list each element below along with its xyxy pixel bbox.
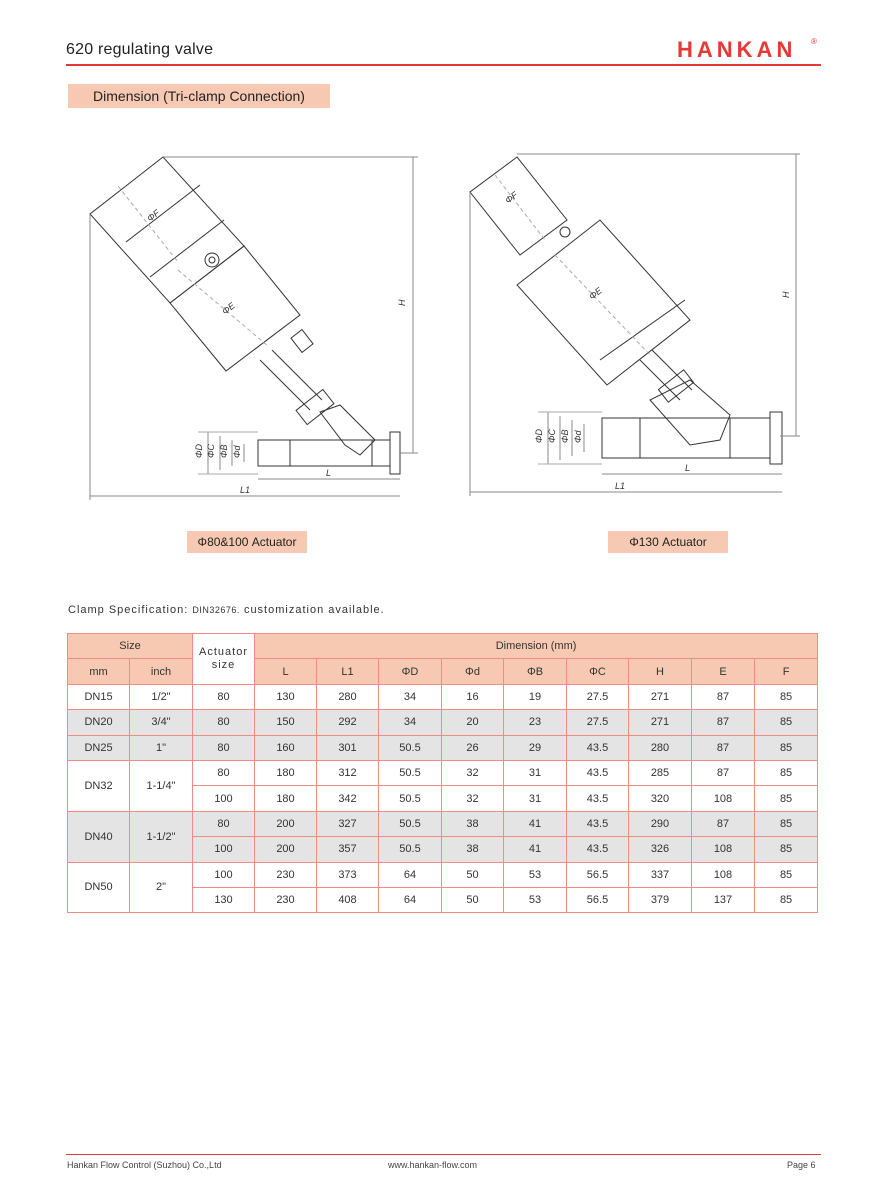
dimension-table	[67, 633, 818, 913]
dimension-cell: 38	[442, 811, 504, 836]
dimension-cell: 43.5	[567, 786, 629, 811]
actuator-cell: 80	[193, 735, 255, 760]
dimension-cell: 230	[255, 862, 317, 887]
size-inch-cell: 2"	[130, 862, 193, 913]
label-phiB-left: ΦB	[219, 444, 229, 458]
dimension-cell: 32	[442, 786, 504, 811]
dim-col-header: F	[755, 659, 818, 684]
registered-mark: ®	[811, 37, 817, 46]
dimension-cell: 85	[755, 710, 818, 735]
dimension-cell: 50.5	[379, 786, 442, 811]
label-phiC-right: ΦC	[547, 428, 557, 443]
label-phid-right: Φd	[573, 430, 583, 443]
dimension-cell: 85	[755, 837, 818, 862]
dimension-cell: 43.5	[567, 735, 629, 760]
table-row	[68, 811, 818, 836]
dimension-cell: 87	[692, 735, 755, 760]
dimension-cell: 408	[317, 887, 379, 912]
header-divider	[66, 64, 821, 66]
size-header: Size	[68, 634, 193, 659]
dimension-cell: 41	[504, 811, 567, 836]
dim-col-header: L	[255, 659, 317, 684]
dim-col-header: Φd	[442, 659, 504, 684]
dimension-cell: 285	[629, 760, 692, 785]
dimension-cell: 160	[255, 735, 317, 760]
dimension-cell: 357	[317, 837, 379, 862]
dimension-cell: 34	[379, 684, 442, 709]
dimension-cell: 108	[692, 837, 755, 862]
dimension-cell: 337	[629, 862, 692, 887]
dimension-cell: 180	[255, 786, 317, 811]
actuator-cell: 80	[193, 684, 255, 709]
dimension-cell: 271	[629, 710, 692, 735]
label-phiD-right: ΦD	[534, 428, 544, 443]
dimension-cell: 50.5	[379, 811, 442, 836]
dimension-cell: 16	[442, 684, 504, 709]
caption-small-actuator: Φ80&100 Actuator	[187, 531, 307, 553]
size-mm-cell: DN20	[68, 710, 130, 735]
label-L-left: L	[326, 468, 332, 478]
dimension-cell: 108	[692, 786, 755, 811]
label-phiE-left: ΦE	[220, 300, 237, 317]
label-phiF-right: ΦF	[503, 189, 520, 206]
dimension-cell: 64	[379, 887, 442, 912]
actuator-cell: 80	[193, 760, 255, 785]
actuator-cell: 100	[193, 786, 255, 811]
hankan-logo	[677, 36, 822, 67]
dimension-cell: 87	[692, 710, 755, 735]
dimension-cell: 85	[755, 684, 818, 709]
dimension-cell: 320	[629, 786, 692, 811]
table-row	[68, 684, 818, 709]
dimension-cell: 373	[317, 862, 379, 887]
caption-large-actuator: Φ130 Actuator	[608, 531, 728, 553]
actuator-cell: 100	[193, 862, 255, 887]
dimension-cell: 312	[317, 760, 379, 785]
dimension-cell: 130	[255, 684, 317, 709]
dimension-cell: 85	[755, 735, 818, 760]
dimension-cell: 27.5	[567, 710, 629, 735]
size-mm-cell: DN32	[68, 760, 130, 811]
dimension-cell: 326	[629, 837, 692, 862]
label-L-right: L	[685, 463, 691, 473]
dimension-cell: 53	[504, 887, 567, 912]
page-number: Page 6	[787, 1160, 816, 1170]
clamp-spec-note: customization available.	[243, 604, 385, 616]
size-inch-cell: 3/4"	[130, 710, 193, 735]
dimension-cell: 108	[692, 862, 755, 887]
drawing-small-actuator	[90, 157, 418, 500]
label-phid-left: Φd	[232, 445, 242, 458]
dimension-cell: 379	[629, 887, 692, 912]
dimension-cell: 29	[504, 735, 567, 760]
dimension-cell: 342	[317, 786, 379, 811]
dimension-cell: 27.5	[567, 684, 629, 709]
actuator-main-body	[517, 220, 690, 385]
dimension-header: Dimension (mm)	[255, 634, 818, 659]
clamp-spec-label: Clamp Specification:	[68, 604, 189, 616]
inch-header: inch	[130, 659, 193, 684]
dimension-cell: 43.5	[567, 837, 629, 862]
dimension-cell: 150	[255, 710, 317, 735]
dimension-cell: 290	[629, 811, 692, 836]
table-row	[68, 760, 818, 785]
table-header-row	[68, 634, 818, 659]
dim-col-header: ΦB	[504, 659, 567, 684]
label-H-left: H	[397, 299, 407, 306]
logo-wordmark: HANKAN	[677, 37, 797, 62]
label-phiF-left: ΦF	[145, 207, 162, 224]
label-phiC-left: ΦC	[206, 443, 216, 458]
dimension-cell: 50	[442, 887, 504, 912]
dimension-cell: 56.5	[567, 862, 629, 887]
dimension-drawings	[0, 120, 885, 510]
dimension-cell: 137	[692, 887, 755, 912]
dimension-cell: 87	[692, 811, 755, 836]
clamp-specification	[68, 604, 385, 616]
dimension-cell: 87	[692, 684, 755, 709]
dimension-cell: 200	[255, 811, 317, 836]
drawing-large-actuator	[470, 154, 800, 496]
dim-col-header: ΦD	[379, 659, 442, 684]
table-subheader-row	[68, 659, 818, 684]
dimension-cell: 34	[379, 710, 442, 735]
size-mm-cell: DN50	[68, 862, 130, 913]
dimension-cell: 20	[442, 710, 504, 735]
dimension-cell: 85	[755, 760, 818, 785]
dimension-cell: 43.5	[567, 760, 629, 785]
dimension-cell: 301	[317, 735, 379, 760]
dimension-cell: 19	[504, 684, 567, 709]
footer-divider	[66, 1154, 821, 1155]
size-mm-cell: DN40	[68, 811, 130, 862]
dimension-cell: 31	[504, 760, 567, 785]
label-phiE-right: ΦE	[587, 285, 604, 302]
dimension-cell: 200	[255, 837, 317, 862]
actuator-upper-body	[90, 157, 244, 303]
actuator-cell: 80	[193, 811, 255, 836]
dimension-cell: 53	[504, 862, 567, 887]
dimension-cell: 50	[442, 862, 504, 887]
table-row	[68, 710, 818, 735]
size-inch-cell: 1-1/4"	[130, 760, 193, 811]
dimension-cell: 23	[504, 710, 567, 735]
dim-col-header: ΦC	[567, 659, 629, 684]
label-phiD-left: ΦD	[194, 443, 204, 458]
dimension-cell: 271	[629, 684, 692, 709]
dimension-cell: 56.5	[567, 887, 629, 912]
dim-col-header: H	[629, 659, 692, 684]
dimension-cell: 85	[755, 786, 818, 811]
dimension-cell: 43.5	[567, 811, 629, 836]
actuator-cell: 100	[193, 837, 255, 862]
dim-col-header: E	[692, 659, 755, 684]
label-H-right: H	[781, 291, 791, 298]
document-title: 620 regulating valve	[66, 41, 214, 58]
dimension-cell: 327	[317, 811, 379, 836]
dimension-cell: 50.5	[379, 735, 442, 760]
dimension-cell: 38	[442, 837, 504, 862]
dimension-cell: 87	[692, 760, 755, 785]
dimension-cell: 85	[755, 811, 818, 836]
label-L1-right: L1	[615, 481, 626, 491]
dimension-cell: 280	[629, 735, 692, 760]
size-mm-cell: DN15	[68, 684, 130, 709]
dimension-cell: 180	[255, 760, 317, 785]
size-inch-cell: 1-1/2"	[130, 811, 193, 862]
dimension-cell: 85	[755, 887, 818, 912]
dimension-cell: 85	[755, 862, 818, 887]
dimension-cell: 41	[504, 837, 567, 862]
footer-company: Hankan Flow Control (Suzhou) Co.,Ltd	[67, 1160, 222, 1170]
size-mm-cell: DN25	[68, 735, 130, 760]
dimension-cell: 64	[379, 862, 442, 887]
label-L1-left: L1	[240, 485, 251, 495]
table-row	[68, 735, 818, 760]
dim-col-header: L1	[317, 659, 379, 684]
actuator-cell: 80	[193, 710, 255, 735]
mm-header: mm	[68, 659, 130, 684]
dimension-cell: 26	[442, 735, 504, 760]
dimension-cell: 31	[504, 786, 567, 811]
dimension-cell: 32	[442, 760, 504, 785]
table-row	[68, 862, 818, 887]
dimension-cell: 50.5	[379, 837, 442, 862]
dimension-cell: 280	[317, 684, 379, 709]
size-inch-cell: 1"	[130, 735, 193, 760]
section-heading: Dimension (Tri-clamp Connection)	[68, 84, 330, 108]
dimension-cell: 292	[317, 710, 379, 735]
dimension-cell: 50.5	[379, 760, 442, 785]
actuator-cell: 130	[193, 887, 255, 912]
actuator-header: Actuator size	[193, 634, 255, 685]
footer-website[interactable]: www.hankan-flow.com	[388, 1160, 478, 1170]
size-inch-cell: 1/2"	[130, 684, 193, 709]
hankan-logo-icon	[677, 36, 822, 62]
dimension-cell: 230	[255, 887, 317, 912]
label-phiB-right: ΦB	[560, 429, 570, 443]
clamp-spec-standard: DIN32676.	[192, 605, 240, 615]
